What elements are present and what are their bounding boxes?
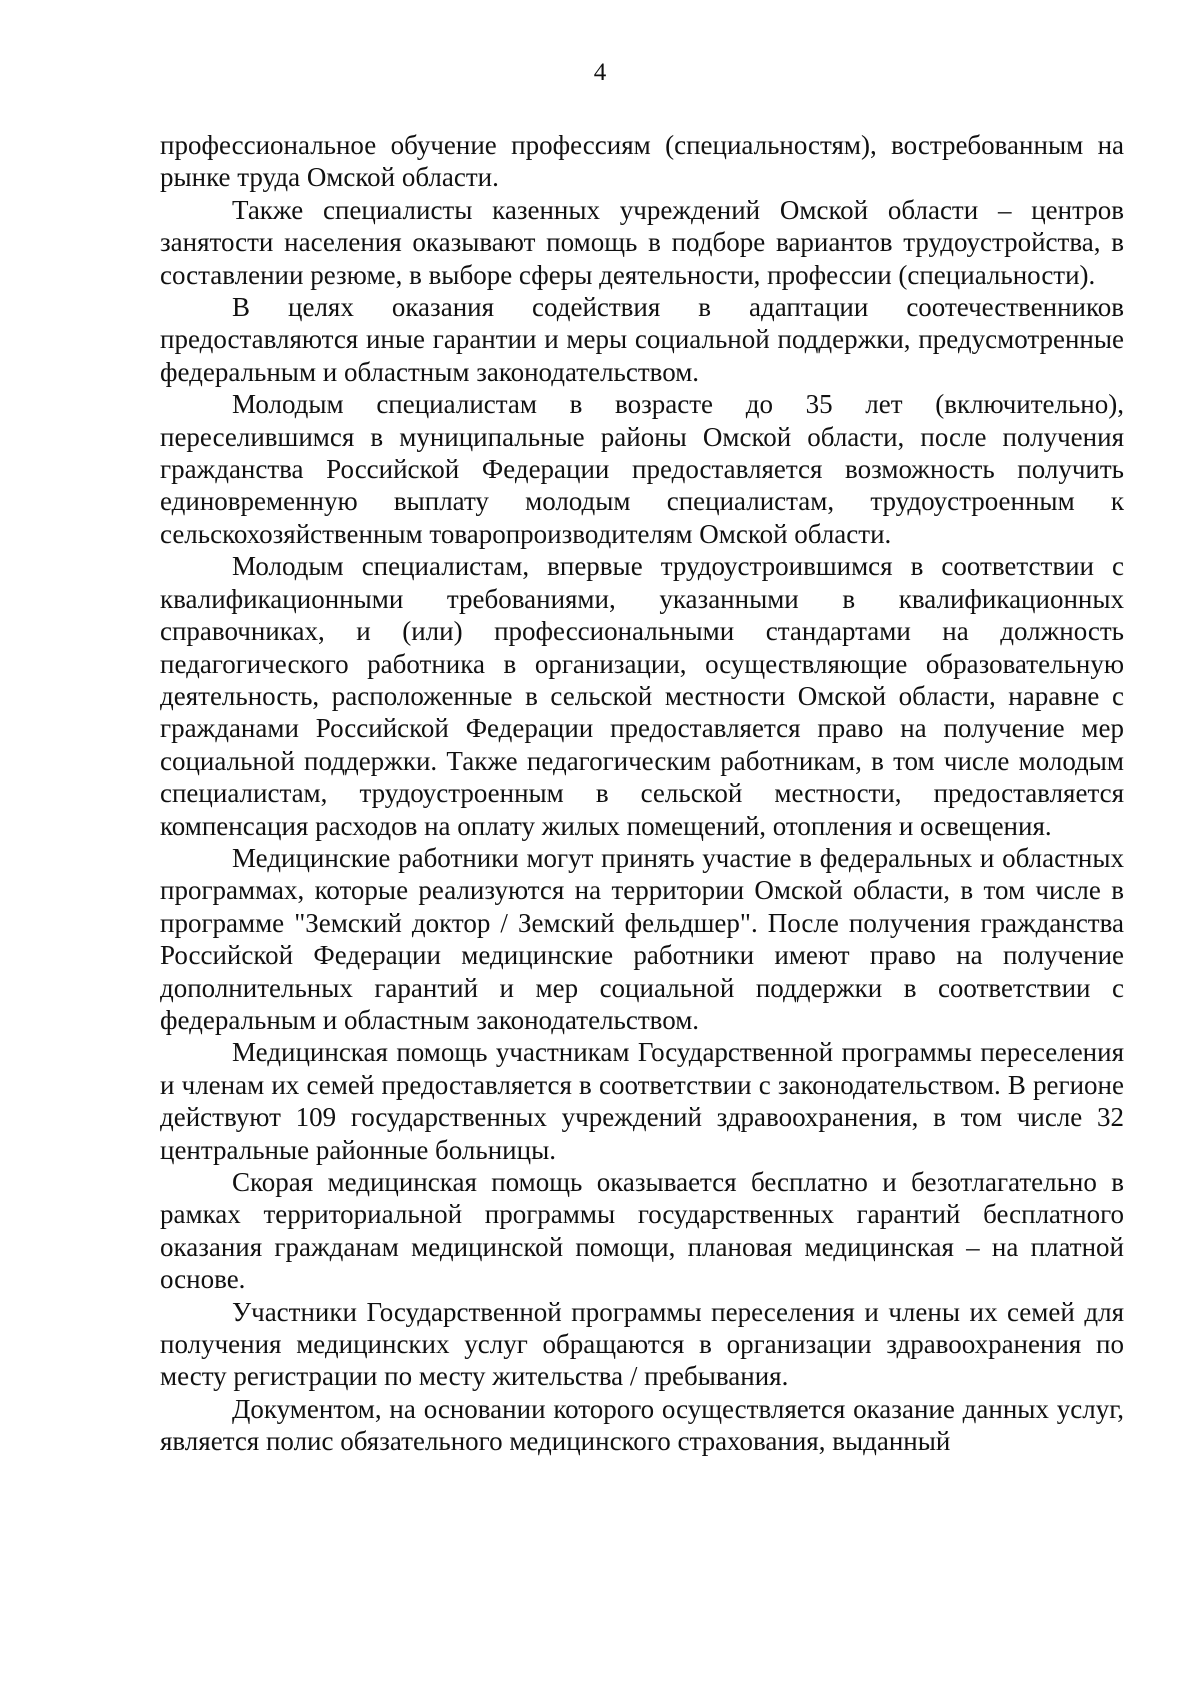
paragraph-employment-centers: Также специалисты казенных учреждений Омской области – центров занятости населения оказывают помощь в подборе вариантов трудоустройства, в составлении резюме, в выборе сферы деятельности, профессии (специальности). [160,194,1124,290]
paragraph-medical-aid: Медицинская помощь участникам Государственной программы переселения и членам их семей предоставляется в соответствии с законодательством. В регионе действуют 109 государственных учреждений здравоохранения, в том числе 32 центральные районные больницы. [160,1037,1124,1165]
paragraph-teachers-support: Молодым специалистам, впервые трудоустроившимся в соответствии с квалификационными требованиями, указанными в квалификационных справочниках, и (или) профессиональными стандартами на должность педагогического работника в организации, осуществляющие образовательную деятельность, расположенные в сельской местности Омской области, наравне с гражданами Российской Федерации предоставляется право на получение мер социальной поддержки. Также педагогическим работникам, в том числе молодым специалистам, трудоустроенным в сельской местности, предоставляется компенсация расходов на оплату жилых помещений, отопления и освещения. [160,551,1124,841]
page-number: 4 [593,59,607,86]
paragraph-young-specialists-payment: Молодым специалистам в возрасте до 35 лет (включительно), переселившимся в муниципальные районы Омской области, после получения гражданства Российской Федерации предоставляется возможность получить единовременную выплату молодым специалистам, трудоустроенным к сельскохозяйственным товаропроизводителям Омской области. [160,389,1124,549]
paragraph-medical-services-access: Участники Государственной программы переселения и члены их семей для получения медицинских услуг обращаются в организации здравоохранения по месту регистрации по месту жительства / пребывания. [160,1296,1124,1392]
document-body [160,129,1124,1458]
paragraph-continuation: профессиональное обучение профессиям (специальностям), востребованным на рынке труда Омской области. [160,130,1124,193]
paragraph-insurance-policy: Документом, на основании которого осуществляется оказание данных услуг, является полис обязательного медицинского страхования, выданный [160,1393,1124,1457]
paragraph-emergency-care: Скорая медицинская помощь оказывается бесплатно и безотлагательно в рамках территориальной программы государственных гарантий бесплатного оказания гражданам медицинской помощи, плановая медицинская – на платной основе. [160,1167,1124,1295]
paragraph-medical-programs: Медицинские работники могут принять участие в федеральных и областных программах, которые реализуются на территории Омской области, в том числе в программе "Земский доктор / Земский фельдшер". После получения гражданства Российской Федерации медицинские работники имеют право на получение дополнительных гарантий и мер социальной поддержки в соответствии с федеральным и областным законодательством. [160,842,1124,1035]
paragraph-adaptation-guarantees: В целях оказания содействия в адаптации соотечественников предоставляются иные гарантии и меры социальной поддержки, предусмотренные федеральным и областным законодательством. [160,292,1124,387]
